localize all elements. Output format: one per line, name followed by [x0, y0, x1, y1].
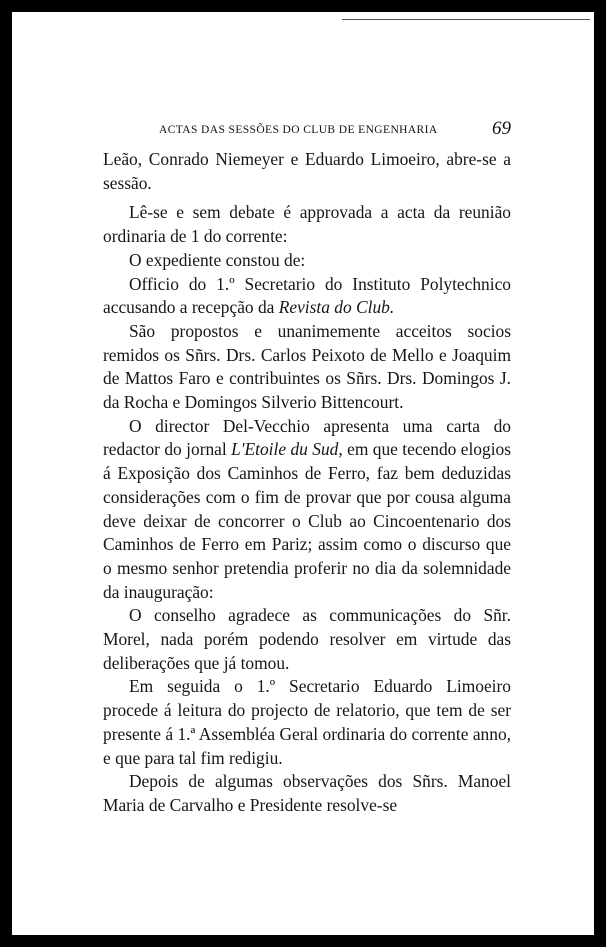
- body-text: [103, 148, 511, 818]
- journal-title-etoile: L'Etoile du Sud,: [231, 439, 343, 460]
- paragraph-relatorio: Em seguida o 1.º Secretario Eduardo Limoeiro procede á leitura do projecto de relatorio, que tem de ser presente á 1.ª Assembléa Geral ordinaria do corrente anno, e que para tal fim redigiu.: [103, 676, 511, 768]
- running-title: ACTAS DAS SESSÕES DO CLUB DE ENGENHARIA: [159, 124, 438, 136]
- paragraph-carta: [103, 415, 511, 605]
- running-head: [103, 118, 511, 144]
- carta-text-start: O director Del-Vecchio apresenta uma carta do redactor do jornal: [103, 415, 511, 460]
- book-page: [12, 12, 594, 935]
- officio-text: Officio do 1.º Secretario do Instituto Polytechnico accusando a recepção da: [103, 273, 511, 318]
- page-number: 69: [492, 118, 511, 139]
- paragraph-acta: Lê-se e sem debate é approvada a acta da reunião ordinaria de 1 do corrente:: [103, 202, 511, 247]
- paragraph-conselho: O conselho agradece as communicações do Sñr. Morel, nada porém podendo resolver em virtude das deliberações que já tomou.: [103, 605, 511, 673]
- top-edge-rule: [342, 19, 590, 20]
- paragraph-officio: [103, 273, 511, 320]
- paragraph-socios: São propostos e unanimemente acceitos socios remidos os Sñrs. Drs. Carlos Peixoto de Mello e Joaquim de Mattos Faro e contribuintes os Sñrs. Drs. Domingos J. da Rocha e Domingos Silverio Bittencourt.: [103, 320, 511, 413]
- paragraph-continuation: Leão, Conrado Niemeyer e Eduardo Limoeiro, abre-se a sessão.: [103, 149, 511, 193]
- paragraph-observacoes: Depois de algumas observações dos Sñrs. Manoel Maria de Carvalho e Presidente resolve-se: [103, 771, 511, 815]
- journal-title-revista: Revista do Club.: [278, 297, 395, 318]
- carta-text-end: em que tecendo elogios á Exposição dos Caminhos de Ferro, faz bem deduzidas considerações com o fim de provar que por cousa alguma deve deixar de concorrer o Club ao Cincoentenario dos Caminhos de Ferro em Pariz; assim como o discurso que o mesmo senhor pretendia proferir no dia da solemnidade da inauguração:: [103, 439, 511, 602]
- paragraph-expediente: O expediente constou de:: [129, 249, 306, 270]
